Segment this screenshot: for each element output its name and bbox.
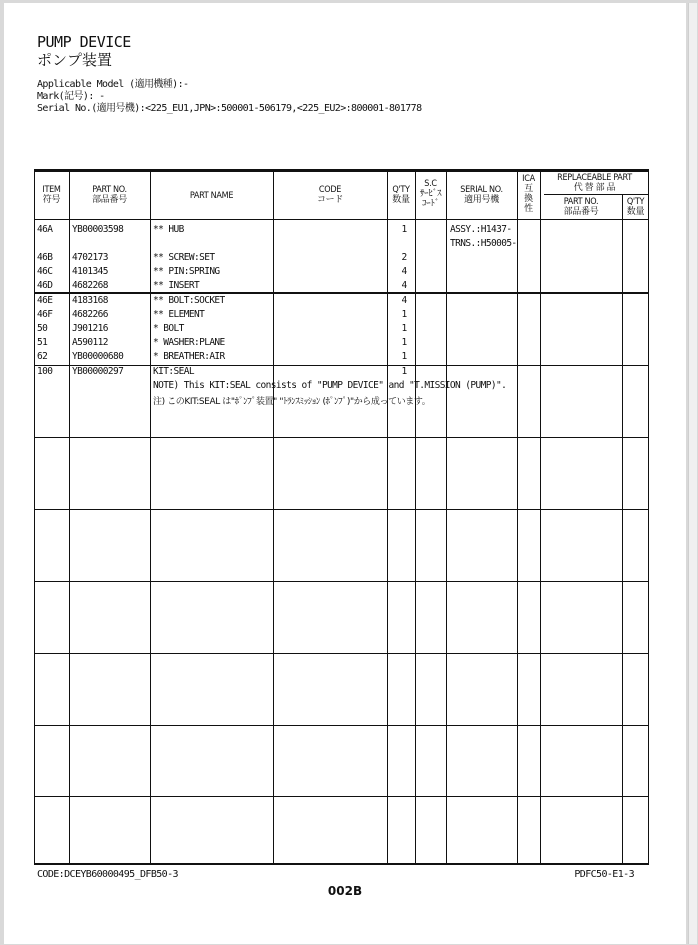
table-row: 100 YB00000297 KIT:SEAL 1 <box>37 366 407 377</box>
row-rule <box>34 509 649 510</box>
header-bottom-rule <box>34 219 649 220</box>
header-replaceable: REPLACEABLE PART 代 替 部 品 <box>557 173 632 193</box>
header-code: CODE コード <box>316 185 344 205</box>
replaceable-subheader-rule <box>544 194 649 195</box>
row-rule <box>34 725 649 726</box>
row-rule <box>34 437 649 438</box>
table-row: 46F 4682266 ** ELEMENT 1 <box>37 309 407 320</box>
mark: Mark(記号): - <box>37 91 105 102</box>
row-rule <box>34 653 649 654</box>
document-page <box>4 3 686 944</box>
page-number: 002B <box>327 884 363 898</box>
table-row: 62 YB00000680 * BREATHER:AIR 1 <box>37 351 407 362</box>
footer-doc-ref: PDFC50-E1-3 <box>574 869 634 880</box>
header-part-name: PART NAME <box>189 191 234 201</box>
page-title-ja: ポンプ装置 <box>37 51 113 69</box>
parts-table <box>34 169 649 865</box>
note-english: NOTE) This KIT:SEAL consists of "PUMP DEVICE" and "T.MISSION (PUMP)". <box>153 380 507 391</box>
header-repl-part-no: PART NO. 部品番号 <box>563 197 599 217</box>
header-sc: S.C ｻｰﾋﾞｽ ｺｰﾄﾞ <box>419 179 442 209</box>
row-rule <box>34 796 649 797</box>
table-row: 46A YB00003598 ** HUB 1 ASSY.:H1437- <box>37 224 512 235</box>
table-row: 46C 4101345 ** PIN:SPRING 4 <box>37 266 407 277</box>
table-row: TRNS.:H50005- <box>450 238 517 249</box>
applicable-model: Applicable Model (適用機種):- <box>37 79 189 90</box>
table-top-rule <box>34 169 649 172</box>
header-qty: Q'TY 数量 <box>392 185 410 205</box>
vertical-scrollbar[interactable] <box>688 3 697 944</box>
header-serial: SERIAL NO. 適用号機 <box>460 185 503 205</box>
header-ica: ICA 互 換 性 <box>522 174 535 214</box>
page-title: PUMP DEVICE <box>37 33 131 51</box>
table-row: 51 A590112 * WASHER:PLANE 1 <box>37 337 407 348</box>
note-japanese: 注) このKIT:SEAL は"ﾎﾟﾝﾌﾟ装置" "ﾄﾗﾝｽﾐｯｼｮﾝ (ﾎﾟﾝﾌﾟ)"から成っています。 <box>153 397 431 407</box>
serial-number: Serial No.(適用号機):<225_EU1,JPN>:500001-506179,<225_EU2>:800001-801778 <box>37 103 422 114</box>
header-part-no: PART NO. 部品番号 <box>92 185 127 205</box>
table-row: 50 J901216 * BOLT 1 <box>37 323 407 334</box>
footer-code: CODE:DCEYB60000495_DFB50-3 <box>37 869 178 880</box>
table-row: 46E 4183168 ** BOLT:SOCKET 4 <box>37 295 407 306</box>
row-rule <box>34 581 649 582</box>
table-bottom-rule <box>34 863 649 865</box>
table-row: 46D 4682268 ** INSERT 4 <box>37 280 407 291</box>
table-row: 46B 4702173 ** SCREW:SET 2 <box>37 252 407 263</box>
header-repl-qty: Q'TY 数量 <box>626 197 645 217</box>
header-item: ITEM 符号 <box>42 185 61 205</box>
